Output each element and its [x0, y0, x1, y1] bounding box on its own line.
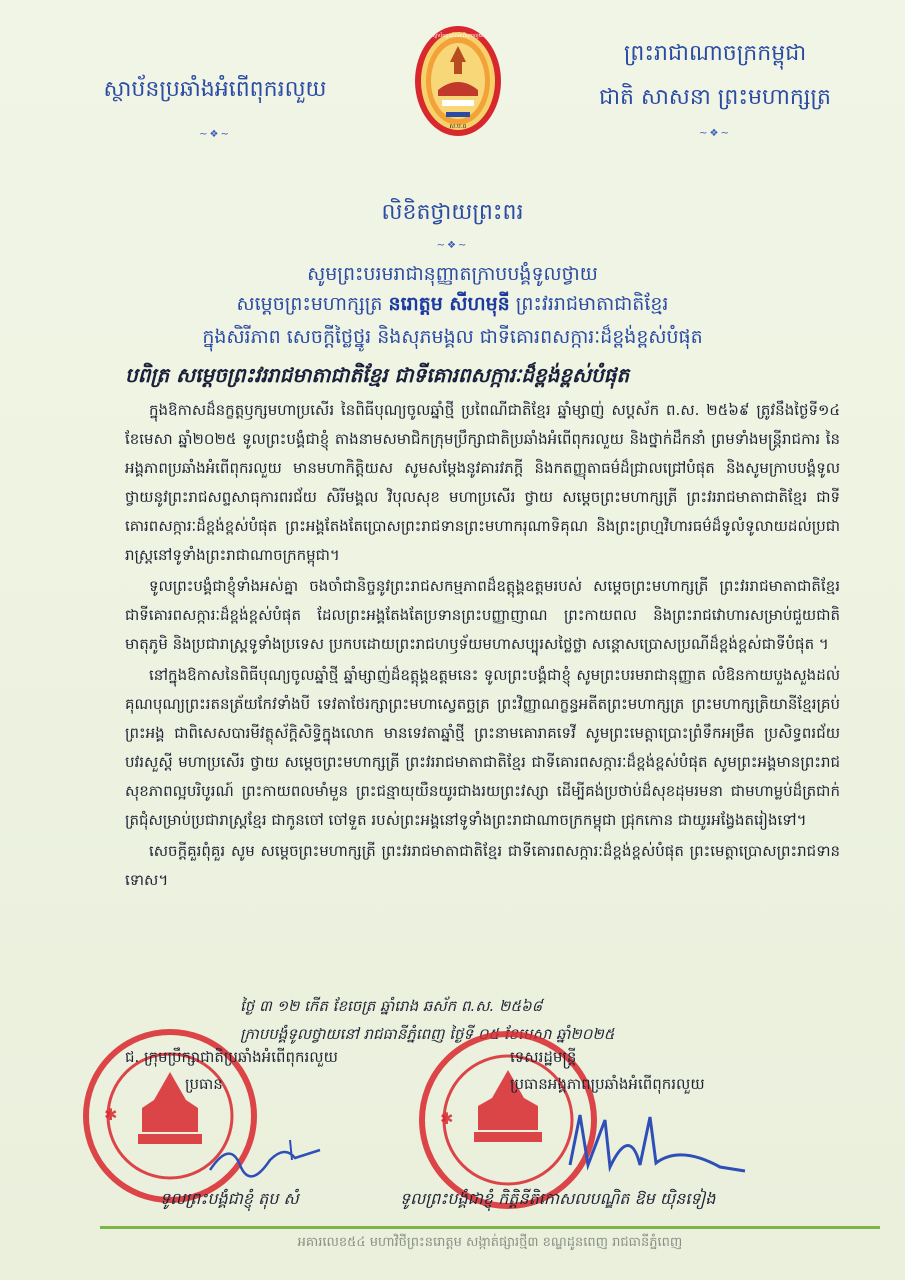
left-signatory-title: ជ. ក្រុមប្រឹក្សាជាតិប្រឆាំងអំពើពុករលួយ [125, 1048, 338, 1066]
footer-divider [100, 1226, 880, 1229]
left-signatory-role: ប្រធាន [185, 1075, 223, 1093]
footer-address: អគារលេខ៥៤ មហាវិថីព្រះនរោត្តម សង្កាត់ផ្សារថ្មី៣ ខណ្ឌដូនពេញ រាជធានីភ្នំពេញ [297, 1235, 683, 1250]
subtitle-line2-post: ព្រះវររាជមាតាជាតិខ្មែរ [509, 293, 669, 315]
header-left [85, 75, 345, 140]
subtitle-line2 [0, 292, 905, 320]
right-signatory-title: ទេសរដ្ឋមន្ត្រី [510, 1048, 577, 1066]
salutation: បពិត្រ សម្តេចព្រះវររាជមាតាជាតិខ្មែរ ជាទីគោរពសក្ការៈដ៏ខ្ពង់ខ្ពស់បំផុត [125, 363, 630, 387]
svg-text:✱: ✱ [440, 1109, 454, 1128]
kingdom-title: ព្រះរាជាណាចក្រកម្ពុជា [623, 41, 807, 66]
subtitle-line3: ក្នុងសិរីភាព សេចក្តីថ្លៃថ្នូរ និងសុភមង្គល ជាទីគោរពសក្ការៈដ៏ខ្ពង់ខ្ពស់បំផុត [202, 326, 703, 348]
ornament-right: ~❖~ [699, 128, 731, 139]
acu-emblem-icon [412, 22, 504, 140]
lunar-date: ថ្ងៃ ៣ ១២ កើត ខែចេត្រ ឆ្នាំរោង ឆស័ក ព.ស. ២៥៦៨ [240, 997, 543, 1015]
ornament-title: ~❖~ [436, 240, 469, 251]
queen-name: នរោត្តម សីហមុនី [388, 293, 510, 315]
body-paragraph-1: ក្នុងឱកាសដ៏នក្ខត្តឫក្សមហាប្រសើរ នៃពិធីបុណ្យចូលឆ្នាំថ្មី ប្រពៃណីជាតិខ្មែរ ឆ្នាំម្សាញ់ សប្តស័ក ព.ស. ២៥៦៩ ត្រូវនឹងថ្ងៃទី១៤ ខែមេសា ឆ្នាំ២០២៥ ទូលព្រះបង្គំជាខ្ញុំ តាងនាមសមាជិកក្រុមប្រឹក្សាជាតិប្រឆាំងអំពើពុករលួយ និងថ្នាក់ដឹកនាំ ព្រមទាំងមន្ត្រីរាជការ នៃអង្គភាពប្រឆាំងអំពើពុករលួយ មានមហាកិត្តិយស សូមសម្តែងនូវគារវភក្តី និងកតញ្ញុតាធម៌ដ៏ជ្រាលជ្រៅបំផុត និងសូមក្រាបបង្គំទូលថ្វាយនូវព្រះរាជសព្ទសាធុការពរជ័យ សិរីមង្គល វិបុលសុខ មហាប្រសើរ ថ្វាយ សម្តេចព្រះមហាក្សត្រី ព្រះវររាជមាតាជាតិខ្មែរ ជាទីគោរពសក្ការៈដ៏ខ្ពង់ខ្ពស់បំផុត ព្រះអង្គតែងតែប្រោសព្រះរាជទានព្រះមហាករុណាទិគុណ និងព្រះព្រហ្មវិហារធម៌ដ៏ទូលំទូលាយដល់ប្រជារាស្ត្រនៅទូទាំងព្រះរាជាណាចក្រកម្ពុជា។ [125, 401, 840, 564]
letter-title [0, 198, 905, 251]
body-paragraph-3: នៅក្នុងឱកាសនៃពិធីបុណ្យចូលឆ្នាំថ្មី ឆ្នាំម្សាញ់ដ៏ឧត្តុង្គឧត្តមនេះ ទូលព្រះបង្គំជាខ្ញុំ សូមព្រះបរមរាជានុញ្ញាត លំឱនកាយបួងសួងដល់គុណបុណ្យព្រះរតនត្រ័យកែវទាំងបី ទេវតាថែរក្សាព្រះមហាស្វេតច្ឆត្រ ព្រះវិញ្ញាណក្ខន្ធអតីតព្រះមហាក្សត្រ ព្រះមហាក្សត្រិយានីខ្មែរគ្រប់ព្រះអង្គ ជាពិសេសបារមីវត្ថុស័ក្តិសិទ្ធិក្នុងលោក មានទេវតាឆ្នាំថ្មី ព្រះនាមគោរាគទេវី សូមព្រះមេត្តាប្រោះព្រំទឹកអម្រឹត ប្រសិទ្ធពរជ័យ បវរសួស្តី មហាប្រសើរ ថ្វាយ សម្តេចព្រះមហាក្សត្រី ព្រះវររាជមាតាជាតិខ្មែរ ជាទីគោរពសក្ការៈដ៏ខ្ពង់ខ្ពស់បំផុត សូមព្រះអង្គមានព្រះរាជសុខភាពល្អបរិបូរណ៍ ព្រះកាយពលមាំមួន ព្រះជន្មាយុយឺនយូរជាងរយព្រះវស្សា ដើម្បីគង់ប្រថាប់ដ៏សុខដុមរមនា ជាមហាម្លប់ដ៏ត្រជាក់ត្រជុំសម្រាប់ប្រជារាស្ត្រខ្មែរ ជាកូនចៅ ចៅទួត របស់ព្រះអង្គនៅទូទាំងព្រះរាជាណាចក្រកម្ពុជា ជ្រុកកោន ជាយូរអង្វែងតរៀងទៅ។ [125, 666, 840, 829]
left-org-name: ស្ថាប័នប្រឆាំងអំពើពុករលួយ [103, 77, 327, 102]
emblem-abbrev: ស.ប.ព [449, 123, 467, 130]
letter-title-text: លិខិតថ្វាយព្រះពរ [381, 200, 524, 225]
left-signatory-name: ទូលព្រះបង្គំជាខ្ញុំ តុប សំ [160, 1189, 299, 1208]
solar-date: ក្រាបបង្គំទូលថ្វាយនៅ រាជធានីភ្នំពេញ ថ្ងៃទី ០៥ ខែមេសា ឆ្នាំ២០២៥ [240, 1025, 615, 1043]
header-right [580, 32, 850, 142]
right-signature-icon [560, 1105, 750, 1185]
ornament-left: ~❖~ [199, 129, 231, 140]
subtitle-line2-pre: សម្តេចព្រះមហាក្សត្រ [236, 293, 389, 315]
emblem-top-text: ស្ថាប័នប្រឆាំងអំពើពុករលួយ [432, 33, 484, 39]
national-motto: ជាតិ សាសនា ព្រះមហាក្សត្រ [599, 85, 831, 110]
svg-text:✱: ✱ [104, 1105, 118, 1124]
right-signatory-name: ទូលព្រះបង្គំជាខ្ញុំ កិត្តិនីតិកោសលបណ្ឌិត ឱម យ៉ិនទៀង [400, 1189, 716, 1208]
letter-body [125, 396, 840, 897]
right-signatory-role: ប្រធានអង្គភាពប្រឆាំងអំពើពុករលួយ [510, 1075, 705, 1093]
subtitle-line1: សូមព្រះបរមរាជានុញ្ញាតក្រាបបង្គំទូលថ្វាយ [307, 263, 598, 285]
body-paragraph-4: សេចក្តីគួរពុំគួរ សូម សម្តេចព្រះមហាក្សត្រី ព្រះវររាជមាតាជាតិខ្មែរ ជាទីគោរពសក្ការៈដ៏ខ្ពង់ខ្ពស់បំផុត ព្រះមេត្តាប្រោសព្រះរាជទានទោស។ [125, 842, 840, 889]
left-signature-icon [200, 1120, 330, 1190]
body-paragraph-2: ទូលព្រះបង្គំជាខ្ញុំទាំងអស់គ្នា ចងចាំជានិច្ចនូវព្រះរាជសកម្មភាពដ៏ឧត្តុង្គឧត្តមរបស់ សម្តេចព្រះមហាក្សត្រី ព្រះវររាជមាតាជាតិខ្មែរ ជាទីគោរពសក្ការៈដ៏ខ្ពង់ខ្ពស់បំផុត ដែលព្រះអង្គតែងតែប្រទានព្រះបញ្ញាញាណ ព្រះកាយពល និងព្រះរាជវោហារសម្រាប់ជួយជាតិមាតុភូមិ និងប្រជារាស្ត្រទូទាំងប្រទេស ប្រកបដោយព្រះរាជហឫទ័យមហាសប្បុរសថ្លៃថ្លា សន្តោសប្រោសប្រណីដ៏ខ្ពង់ខ្ពស់ជាទីបំផុត ។ [125, 577, 840, 653]
